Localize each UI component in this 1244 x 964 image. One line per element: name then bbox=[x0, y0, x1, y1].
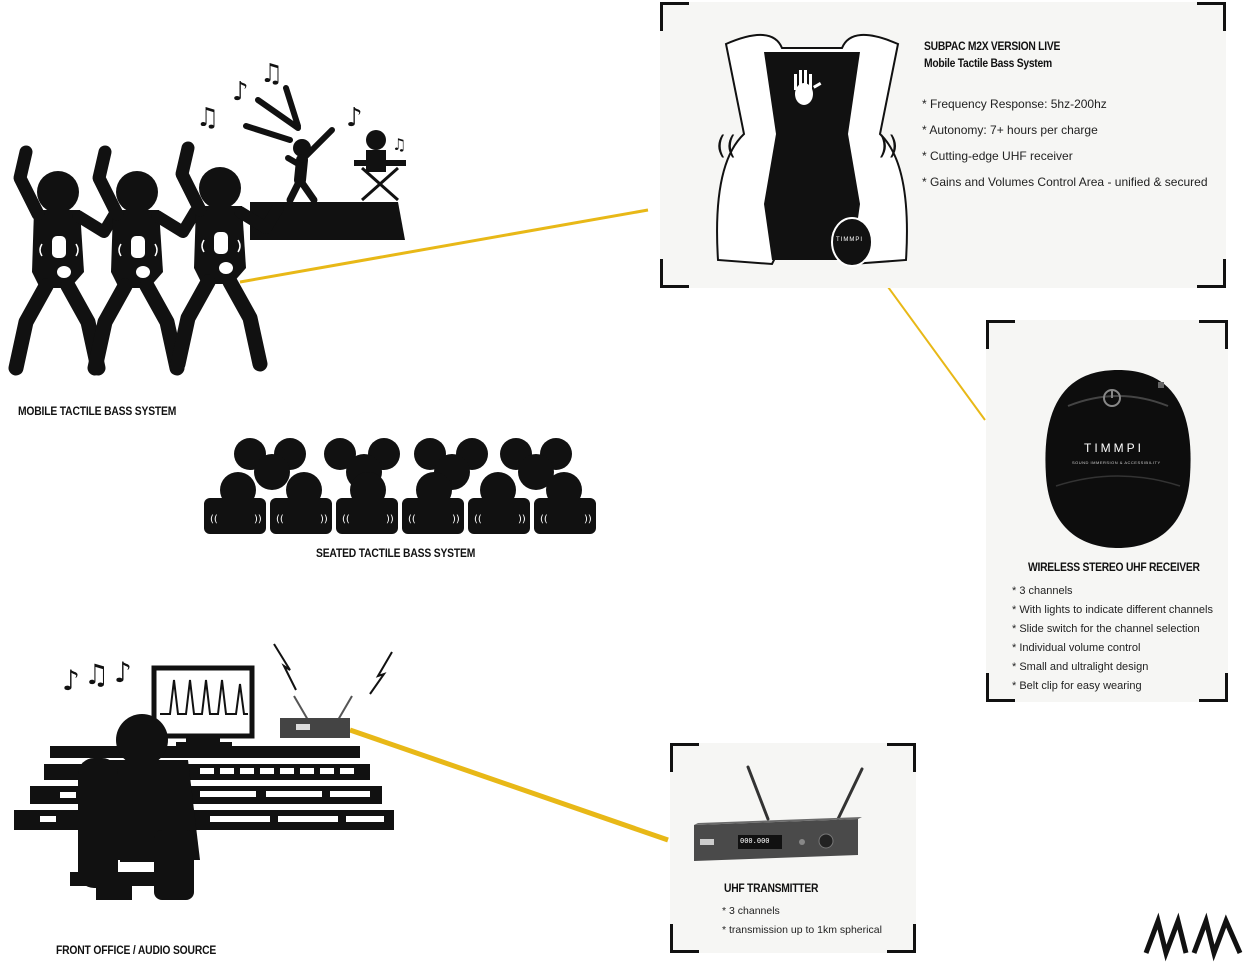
sound-engineer-icon bbox=[70, 714, 200, 900]
svg-text:)): )) bbox=[254, 514, 262, 525]
frame-corner bbox=[887, 743, 916, 772]
audience-icon bbox=[200, 436, 600, 536]
transmitter-title: UHF TRANSMITTER bbox=[724, 881, 819, 895]
music-note-icon bbox=[62, 656, 132, 697]
svg-text:((: (( bbox=[716, 131, 737, 161]
frame-corner bbox=[660, 259, 689, 288]
transmitter-display: 000.000 bbox=[740, 837, 770, 845]
connector-subpac-to-receiver bbox=[880, 276, 985, 420]
svg-text:)): )) bbox=[320, 514, 328, 525]
caption-seated-tactile: SEATED TACTILE BASS SYSTEM bbox=[316, 546, 476, 560]
frame-corner bbox=[1197, 2, 1226, 31]
svg-text:♫: ♫ bbox=[260, 59, 284, 89]
list-item: * transmission up to 1km spherical bbox=[722, 924, 882, 936]
svg-text:♫: ♫ bbox=[392, 135, 407, 154]
caption-mobile-tactile: MOBILE TACTILE BASS SYSTEM bbox=[18, 404, 177, 418]
subpac-subtitle: Mobile Tactile Bass System bbox=[924, 56, 1052, 70]
svg-text:)): )) bbox=[518, 514, 526, 525]
transmitter-device-icon bbox=[692, 763, 862, 863]
receiver-panel bbox=[986, 320, 1228, 702]
frame-corner bbox=[670, 924, 699, 953]
frame-corner bbox=[660, 2, 689, 31]
list-item: * With lights to indicate different channels bbox=[1012, 604, 1213, 616]
svg-text:)): )) bbox=[452, 514, 460, 525]
svg-text:♫: ♫ bbox=[196, 103, 220, 133]
list-item: * Belt clip for easy wearing bbox=[1012, 680, 1142, 692]
svg-text:((: (( bbox=[408, 514, 416, 525]
list-item: * 3 channels bbox=[722, 905, 780, 917]
brand-logo-icon bbox=[1144, 915, 1244, 959]
monitor-icon bbox=[154, 668, 252, 748]
front-office-scene bbox=[0, 640, 400, 910]
svg-text:)): )) bbox=[584, 514, 592, 525]
svg-text:((: (( bbox=[276, 514, 284, 525]
svg-text:♫: ♫ bbox=[84, 658, 110, 691]
list-item: * Slide switch for the channel selection bbox=[1012, 623, 1200, 635]
svg-text:♪: ♪ bbox=[346, 103, 363, 133]
subpac-feature-list bbox=[922, 97, 1208, 201]
volume-knob-icon bbox=[819, 834, 833, 848]
antenna-signal-icon bbox=[274, 644, 392, 694]
receiver-feature-list bbox=[1012, 585, 1213, 699]
svg-text:((: (( bbox=[540, 514, 548, 525]
receiver-brand: TIMMPI bbox=[1084, 441, 1144, 455]
list-item: * Autonomy: 7+ hours per charge bbox=[922, 123, 1098, 137]
receiver-title: WIRELESS STEREO UHF RECEIVER bbox=[1028, 560, 1200, 574]
list-item: * 3 channels bbox=[1012, 585, 1073, 597]
vest-device-logo: TIMMPI bbox=[836, 237, 863, 243]
frame-corner bbox=[986, 673, 1015, 702]
svg-text:♪: ♪ bbox=[232, 77, 249, 107]
svg-text:♪: ♪ bbox=[62, 664, 80, 697]
receiver-tagline: SOUND IMMERSION & ACCESSIBILITY bbox=[1072, 460, 1161, 465]
subpac-panel bbox=[660, 2, 1226, 288]
spotlight-rays bbox=[246, 88, 298, 140]
svg-text:)): )) bbox=[386, 514, 394, 525]
list-item: * Gains and Volumes Control Area - unified & secured bbox=[922, 175, 1208, 189]
frame-corner bbox=[887, 924, 916, 953]
list-item: * Cutting-edge UHF receiver bbox=[922, 149, 1073, 163]
frame-corner bbox=[1199, 320, 1228, 349]
receiver-device-icon bbox=[1038, 366, 1198, 552]
transmitter-device-icon bbox=[280, 696, 352, 738]
caption-front-office: FRONT OFFICE / AUDIO SOURCE bbox=[56, 943, 217, 957]
svg-text:♪: ♪ bbox=[114, 656, 132, 689]
transmitter-panel bbox=[670, 743, 916, 953]
list-item: * Frequency Response: 5hz-200hz bbox=[922, 97, 1107, 111]
frame-corner bbox=[1197, 259, 1226, 288]
svg-text:((: (( bbox=[210, 514, 218, 525]
svg-text:)): )) bbox=[878, 131, 899, 161]
singer-icon bbox=[288, 130, 332, 200]
subpac-vest-icon bbox=[712, 24, 912, 274]
list-item: * Individual volume control bbox=[1012, 642, 1141, 654]
transmitter-feature-list bbox=[722, 905, 882, 943]
concert-scene bbox=[0, 60, 420, 390]
svg-text:((: (( bbox=[474, 514, 482, 525]
subpac-title: SUBPAC M2X VERSION LIVE bbox=[924, 39, 1061, 53]
dancer-icon bbox=[178, 148, 278, 364]
frame-corner bbox=[986, 320, 1015, 349]
svg-text:((: (( bbox=[342, 514, 350, 525]
list-item: * Small and ultralight design bbox=[1012, 661, 1149, 673]
